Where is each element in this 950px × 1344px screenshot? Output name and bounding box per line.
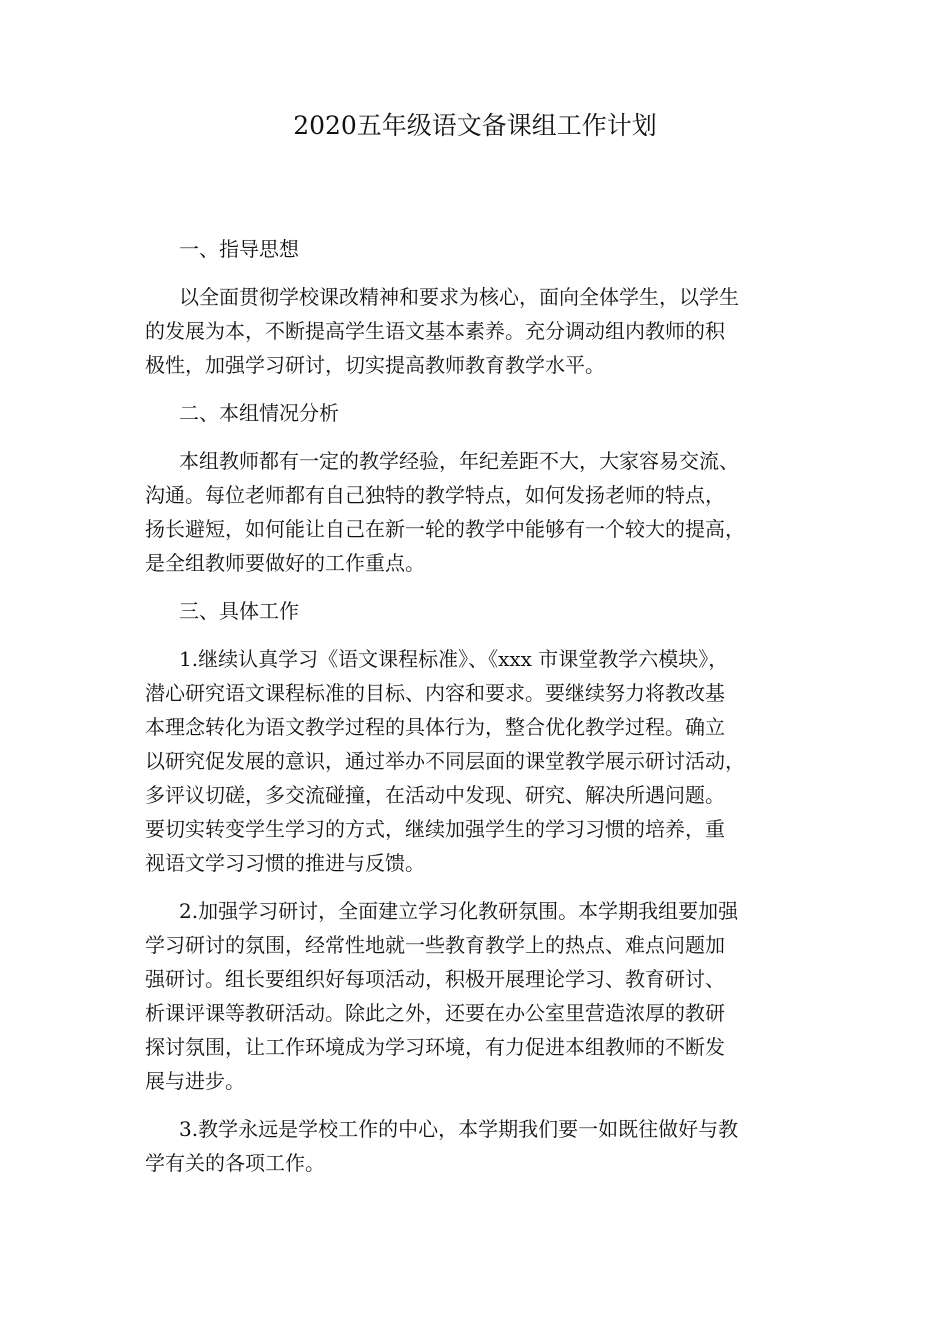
text-line: 视语文学习习惯的推进与反馈。	[145, 851, 425, 875]
text-line: 潜心研究语文课程标准的目标、内容和要求。要继续努力将教改基	[145, 681, 725, 705]
text-line: 2.加强学习研讨，全面建立学习化教研氛围。本学期我组要加强	[179, 899, 739, 923]
paragraph-guiding-thought	[145, 280, 825, 382]
text-line: 1.继续认真学习《语文课程标准》、《xxx 市课堂教学六模块》，	[179, 647, 729, 671]
text-line: 扬长避短，如何能让自己在新一轮的教学中能够有一个较大的提高，	[145, 517, 745, 541]
paragraph-work-item-1	[145, 642, 825, 880]
text-line: 以全面贯彻学校课改精神和要求为核心，面向全体学生，以学生	[179, 285, 739, 309]
text-line: 3.教学永远是学校工作的中心，本学期我们要一如既往做好与教	[179, 1117, 739, 1141]
paragraph-work-item-3	[145, 1112, 825, 1180]
text-line: 展与进步。	[145, 1069, 245, 1093]
paragraph-work-item-2	[145, 894, 825, 1098]
text-line: 多评议切磋，多交流碰撞，在活动中发现、研究、解决所遇问题。	[145, 783, 725, 807]
section-heading-guiding-thought: 一、指导思想	[179, 237, 299, 261]
document-title: 2020五年级语文备课组工作计划	[293, 111, 657, 140]
text-line: 以研究促发展的意识，通过举办不同层面的课堂教学展示研讨活动，	[145, 749, 745, 773]
text-line: 极性，加强学习研讨，切实提高教师教育教学水平。	[145, 353, 605, 377]
text-line: 本理念转化为语文教学过程的具体行为，整合优化教学过程。确立	[145, 715, 725, 739]
document-body	[145, 232, 825, 1194]
section-heading-specific-work: 三、具体工作	[179, 599, 299, 623]
text-line: 学有关的各项工作。	[145, 1151, 325, 1175]
text-line: 探讨氛围，让工作环境成为学习环境，有力促进本组教师的不断发	[145, 1035, 725, 1059]
paragraph-group-analysis	[145, 444, 825, 580]
text-line: 析课评课等教研活动。除此之外，还要在办公室里营造浓厚的教研	[145, 1001, 725, 1025]
text-line: 沟通。每位老师都有自己独特的教学特点，如何发扬老师的特点，	[145, 483, 725, 507]
section-heading-group-analysis: 二、本组情况分析	[179, 401, 339, 425]
text-line: 学习研讨的氛围，经常性地就一些教育教学上的热点、难点问题加	[145, 933, 725, 957]
text-line: 强研讨。组长要组织好每项活动，积极开展理论学习、教育研讨、	[145, 967, 725, 991]
text-line: 本组教师都有一定的教学经验，年纪差距不大，大家容易交流、	[179, 449, 739, 473]
text-line: 是全组教师要做好的工作重点。	[145, 551, 425, 575]
text-line: 的发展为本，不断提高学生语文基本素养。充分调动组内教师的积	[145, 319, 725, 343]
text-line: 要切实转变学生学习的方式，继续加强学生的学习习惯的培养，重	[145, 817, 725, 841]
